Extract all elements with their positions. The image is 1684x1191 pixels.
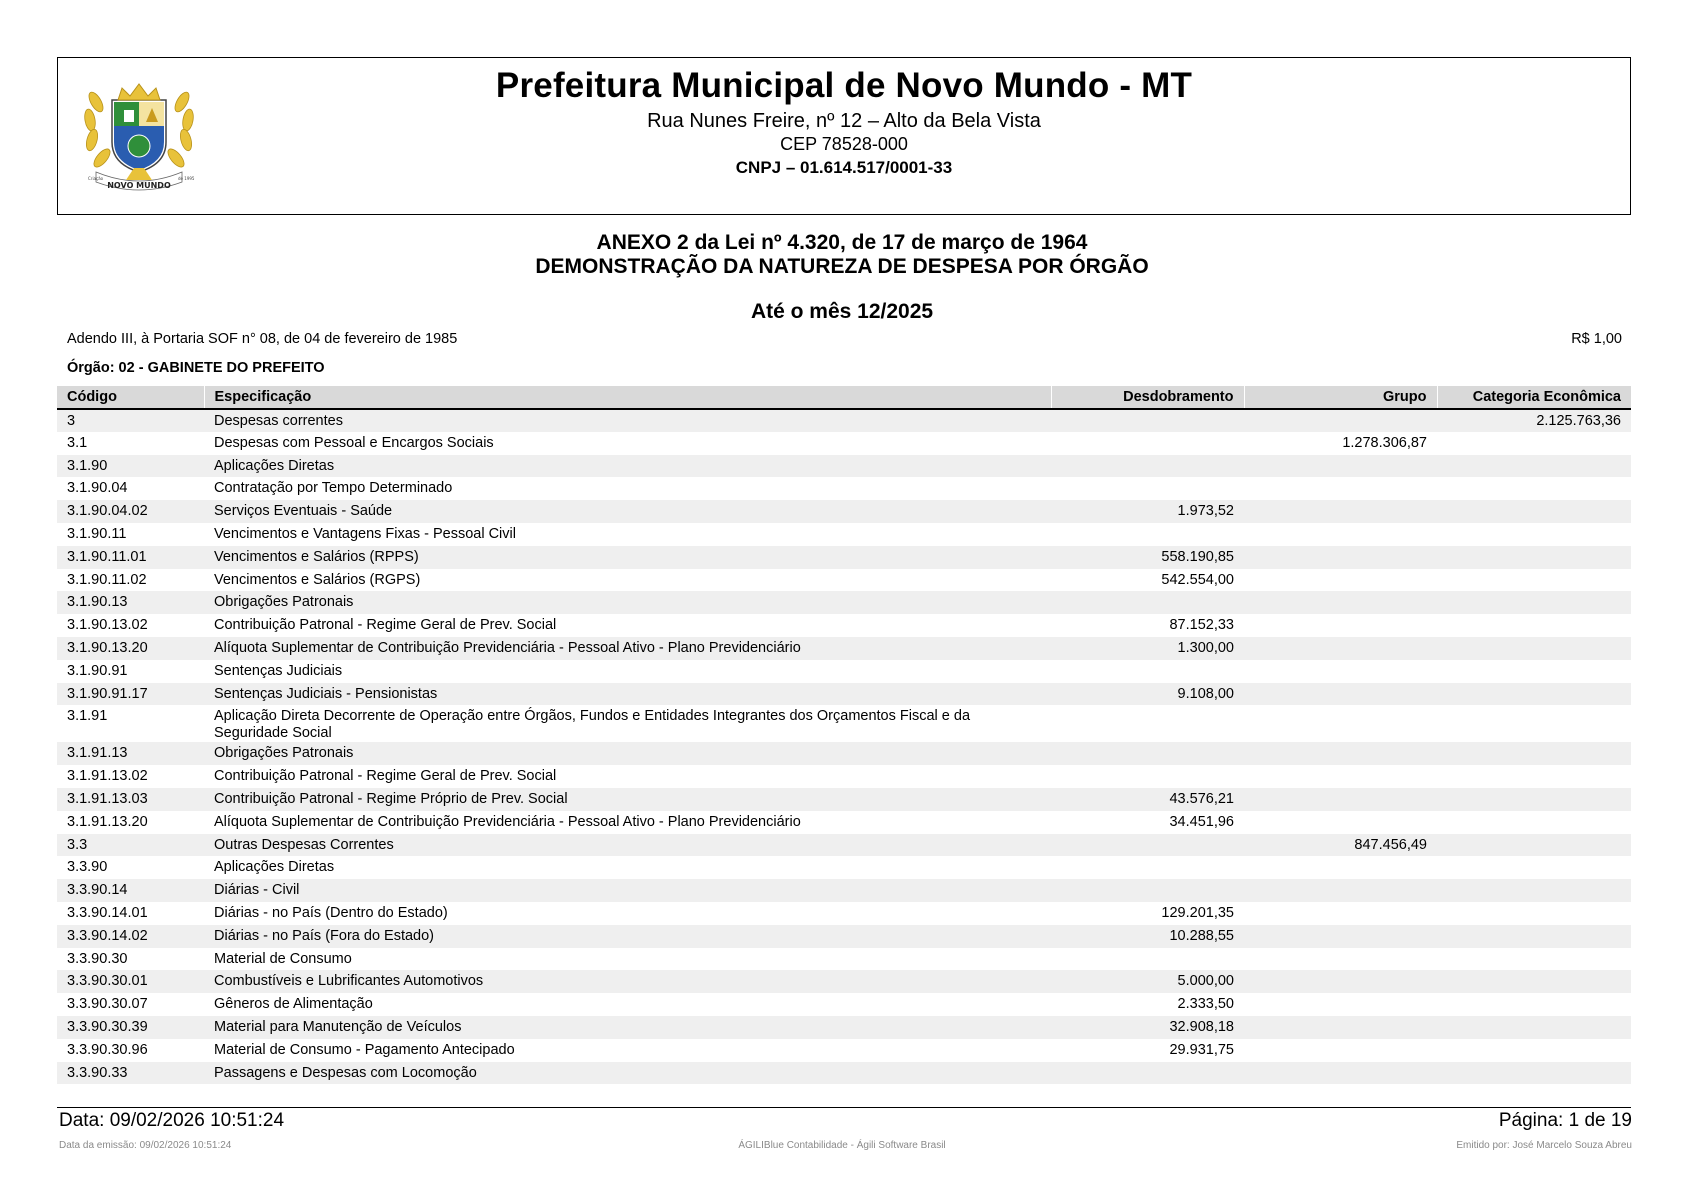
cell-especificacao: Alíquota Suplementar de Contribuição Previdenciária - Pessoal Ativo - Plano Previdenciário bbox=[204, 637, 1051, 660]
column-header-grupo: Grupo bbox=[1244, 386, 1437, 409]
table-row bbox=[57, 683, 1631, 706]
table-row bbox=[57, 948, 1631, 971]
table-body bbox=[57, 409, 1631, 1084]
table-row bbox=[57, 1039, 1631, 1062]
svg-text:de 1995: de 1995 bbox=[178, 176, 195, 181]
cell-grupo bbox=[1244, 477, 1437, 500]
cell-especificacao: Aplicações Diretas bbox=[204, 455, 1051, 478]
cell-grupo bbox=[1244, 788, 1437, 811]
cell-codigo: 3.1.91.13.03 bbox=[57, 788, 204, 811]
cell-desdobramento: 10.288,55 bbox=[1051, 925, 1244, 948]
cell-codigo: 3.1.90.13 bbox=[57, 591, 204, 614]
cell-especificacao: Sentenças Judiciais bbox=[214, 662, 343, 679]
cell-categoria bbox=[1437, 477, 1631, 500]
report-period: Até o mês 12/2025 bbox=[750, 300, 934, 323]
column-header-categoria: Categoria Econômica bbox=[1437, 386, 1631, 409]
cell-grupo bbox=[1244, 879, 1437, 902]
cell-especificacao: Outras Despesas Correntes bbox=[204, 834, 1051, 857]
table-row bbox=[57, 523, 1631, 546]
report-title-law: ANEXO 2 da Lei nº 4.320, de 17 de março de 1964 bbox=[596, 231, 1088, 254]
cell-especificacao: Serviços Eventuais - Saúde bbox=[204, 500, 1051, 523]
municipality-name: Prefeitura Municipal de Novo Mundo - MT bbox=[495, 66, 1193, 105]
cell-codigo: 3.1.91 bbox=[67, 708, 108, 725]
cell-especificacao: Material para Manutenção de Veículos bbox=[204, 1016, 1051, 1039]
table-row bbox=[57, 569, 1631, 592]
software-credit: ÁGILIBlue Contabilidade - Ágili Software Brasil bbox=[738, 1140, 946, 1151]
cell-desdobramento bbox=[1051, 409, 1244, 432]
cell-especificacao: Sentenças Judiciais - Pensionistas bbox=[204, 683, 1051, 706]
cell-codigo: 3 bbox=[57, 409, 204, 432]
column-header-especificacao: Especificação bbox=[204, 386, 1051, 409]
cell-categoria bbox=[1437, 637, 1631, 660]
table-row bbox=[57, 1062, 1631, 1085]
cell-categoria bbox=[1437, 811, 1631, 834]
cell-categoria bbox=[1437, 523, 1631, 546]
cell-especificacao: Material de Consumo - Pagamento Antecipado bbox=[214, 1041, 515, 1058]
cell-desdobramento bbox=[1051, 879, 1244, 902]
cell-desdobramento: 558.190,85 bbox=[1051, 546, 1244, 569]
table-row bbox=[57, 811, 1631, 834]
column-header-codigo: Código bbox=[57, 386, 204, 409]
cell-categoria bbox=[1437, 993, 1631, 1016]
cell-desdobramento bbox=[1051, 834, 1244, 857]
cell-grupo bbox=[1244, 925, 1437, 948]
cell-desdobramento bbox=[1051, 705, 1244, 742]
cell-categoria bbox=[1437, 1039, 1631, 1062]
cell-especificacao: Despesas correntes bbox=[204, 409, 1051, 432]
cell-desdobramento bbox=[1051, 765, 1244, 788]
emission-date: Data da emissão: 09/02/2026 10:51:24 bbox=[59, 1140, 232, 1151]
cell-categoria bbox=[1437, 683, 1631, 706]
letterhead bbox=[57, 57, 1631, 215]
cell-desdobramento bbox=[1051, 660, 1244, 683]
cell-desdobramento: 129.201,35 bbox=[1161, 904, 1234, 921]
table-row bbox=[57, 902, 1631, 925]
cell-especificacao: Diárias - no País (Dentro do Estado) bbox=[214, 904, 448, 921]
table-header-row bbox=[57, 386, 1631, 409]
cell-grupo bbox=[1244, 660, 1437, 683]
cell-codigo: 3.3.90 bbox=[67, 859, 108, 876]
table-row bbox=[57, 477, 1631, 500]
cell-codigo: 3.1.90.13.02 bbox=[67, 617, 148, 634]
cell-grupo bbox=[1244, 455, 1437, 478]
table-row bbox=[57, 925, 1631, 948]
cell-desdobramento bbox=[1051, 742, 1244, 765]
cell-especificacao: Aplicações Diretas bbox=[214, 859, 335, 876]
cell-especificacao: Contribuição Patronal - Regime Próprio de Prev. Social bbox=[204, 788, 1051, 811]
table-row bbox=[57, 970, 1631, 993]
cell-grupo bbox=[1244, 902, 1437, 925]
cell-codigo: 3.3.90.30 bbox=[67, 950, 128, 967]
cell-grupo bbox=[1244, 811, 1437, 834]
cell-grupo: 1.278.306,87 bbox=[1342, 434, 1427, 451]
cell-grupo bbox=[1244, 765, 1437, 788]
cell-categoria: 2.125.763,36 bbox=[1437, 409, 1631, 432]
cell-grupo bbox=[1244, 523, 1437, 546]
cell-codigo: 3.1 bbox=[67, 434, 88, 451]
footer-date: Data: 09/02/2026 10:51:24 bbox=[59, 1110, 285, 1131]
cell-codigo: 3.1.90.11 bbox=[67, 525, 127, 542]
cell-especificacao: Contribuição Patronal - Regime Geral de Prev. Social bbox=[214, 768, 557, 785]
cell-categoria bbox=[1437, 591, 1631, 614]
expense-table bbox=[57, 386, 1631, 1084]
cell-grupo bbox=[1244, 1039, 1437, 1062]
cell-categoria bbox=[1437, 765, 1631, 788]
cell-categoria bbox=[1437, 834, 1631, 857]
cell-codigo: 3.1.90.11.02 bbox=[67, 571, 147, 588]
cell-categoria bbox=[1437, 614, 1631, 637]
cell-grupo bbox=[1244, 1016, 1437, 1039]
cell-desdobramento bbox=[1051, 856, 1244, 879]
table-row bbox=[57, 993, 1631, 1016]
cell-especificacao: Combustíveis e Lubrificantes Automotivos bbox=[204, 970, 1051, 993]
cell-categoria bbox=[1437, 500, 1631, 523]
cell-desdobramento: 34.451,96 bbox=[1169, 813, 1234, 830]
table-row bbox=[57, 591, 1631, 614]
cell-grupo bbox=[1244, 637, 1437, 660]
table-row bbox=[57, 742, 1631, 765]
table-row bbox=[57, 788, 1631, 811]
cell-categoria bbox=[1437, 705, 1631, 742]
cell-codigo: 3.1.90 bbox=[57, 455, 204, 478]
cell-desdobramento bbox=[1051, 432, 1244, 455]
cell-desdobramento: 32.908,18 bbox=[1051, 1016, 1244, 1039]
cell-codigo: 3.3.90.14 bbox=[57, 879, 204, 902]
cell-especificacao: Contribuição Patronal - Regime Geral de Prev. Social bbox=[214, 617, 557, 634]
cell-codigo: 3.1.90.91 bbox=[67, 662, 128, 679]
cell-grupo bbox=[1244, 614, 1437, 637]
cell-categoria bbox=[1437, 879, 1631, 902]
cell-grupo bbox=[1244, 500, 1437, 523]
cell-grupo bbox=[1244, 948, 1437, 971]
table-row bbox=[57, 765, 1631, 788]
cell-desdobramento bbox=[1051, 477, 1244, 500]
cell-categoria bbox=[1437, 788, 1631, 811]
cell-especificacao: Aplicação Direta Decorrente de Operação entre Órgãos, Fundos e Entidades Integrantes dos Orçamentos Fiscal e da Seguridade Social bbox=[214, 708, 971, 742]
cell-especificacao: Alíquota Suplementar de Contribuição Previdenciária - Pessoal Ativo - Plano Previdenciário bbox=[214, 813, 801, 830]
cell-desdobramento bbox=[1051, 455, 1244, 478]
cell-especificacao: Material de Consumo bbox=[214, 950, 352, 967]
cell-desdobramento: 5.000,00 bbox=[1051, 970, 1244, 993]
cell-categoria bbox=[1437, 856, 1631, 879]
cell-especificacao: Vencimentos e Salários (RGPS) bbox=[214, 571, 421, 588]
cell-codigo: 3.3 bbox=[57, 834, 204, 857]
cell-categoria bbox=[1437, 970, 1631, 993]
cell-desdobramento bbox=[1051, 523, 1244, 546]
cell-grupo bbox=[1244, 993, 1437, 1016]
cell-desdobramento: 29.931,75 bbox=[1169, 1041, 1234, 1058]
cell-codigo: 3.1.90.04 bbox=[67, 480, 128, 497]
cell-grupo bbox=[1244, 569, 1437, 592]
adendo-reference: Adendo III, à Portaria SOF n° 08, de 04 de fevereiro de 1985 bbox=[67, 331, 458, 347]
cell-categoria bbox=[1437, 1062, 1631, 1085]
cell-grupo bbox=[1244, 742, 1437, 765]
cell-codigo: 3.1.90.91.17 bbox=[57, 683, 204, 706]
cell-codigo: 3.1.90.04.02 bbox=[57, 500, 204, 523]
cell-grupo bbox=[1244, 856, 1437, 879]
table-row bbox=[57, 637, 1631, 660]
address: Rua Nunes Freire, nº 12 – Alto da Bela Vista bbox=[647, 110, 1041, 132]
currency-unit: R$ 1,00 bbox=[1571, 331, 1622, 347]
table-row bbox=[57, 705, 1631, 742]
cell-desdobramento: 542.554,00 bbox=[1161, 571, 1234, 588]
report-title: DEMONSTRAÇÃO DA NATUREZA DE DESPESA POR ÓRGÃO bbox=[535, 255, 1149, 278]
cell-categoria bbox=[1437, 948, 1631, 971]
cell-codigo: 3.1.90.13.20 bbox=[57, 637, 204, 660]
cell-desdobramento bbox=[1051, 1062, 1244, 1085]
table-row bbox=[57, 500, 1631, 523]
table-row bbox=[57, 409, 1631, 432]
cell-especificacao: Gêneros de Alimentação bbox=[214, 996, 373, 1013]
table-row bbox=[57, 432, 1631, 455]
cell-codigo: 3.3.90.14.01 bbox=[67, 904, 148, 921]
postal-code: CEP 78528-000 bbox=[780, 134, 908, 154]
cell-codigo: 3.1.91.13.20 bbox=[67, 813, 148, 830]
cell-especificacao: Diárias - no País (Fora do Estado) bbox=[204, 925, 1051, 948]
cell-grupo bbox=[1244, 591, 1437, 614]
cell-grupo bbox=[1244, 970, 1437, 993]
table-row bbox=[57, 455, 1631, 478]
cell-codigo: 3.1.91.13.02 bbox=[67, 768, 148, 785]
cell-especificacao: Contratação por Tempo Determinado bbox=[214, 480, 453, 497]
cell-codigo: 3.1.90.11.01 bbox=[57, 546, 204, 569]
cell-especificacao: Despesas com Pessoal e Encargos Sociais bbox=[214, 434, 494, 451]
table-row bbox=[57, 546, 1631, 569]
table-row bbox=[57, 856, 1631, 879]
svg-text:Criação: Criação bbox=[88, 176, 104, 181]
cell-especificacao: Passagens e Despesas com Locomoção bbox=[204, 1062, 1051, 1085]
cell-codigo: 3.3.90.33 bbox=[57, 1062, 204, 1085]
table-row bbox=[57, 660, 1631, 683]
cell-grupo bbox=[1244, 705, 1437, 742]
table-row bbox=[57, 834, 1631, 857]
table-row bbox=[57, 1016, 1631, 1039]
table-row bbox=[57, 879, 1631, 902]
cell-codigo: 3.3.90.30.01 bbox=[57, 970, 204, 993]
cell-desdobramento bbox=[1051, 591, 1244, 614]
cell-categoria bbox=[1437, 432, 1631, 455]
cell-desdobramento: 1.300,00 bbox=[1051, 637, 1244, 660]
cell-codigo: 3.1.91.13 bbox=[57, 742, 204, 765]
cell-codigo: 3.3.90.14.02 bbox=[57, 925, 204, 948]
cell-grupo bbox=[1244, 683, 1437, 706]
cell-desdobramento bbox=[1051, 948, 1244, 971]
cell-grupo: 847.456,49 bbox=[1244, 834, 1437, 857]
cell-categoria bbox=[1437, 742, 1631, 765]
cell-codigo: 3.3.90.30.96 bbox=[67, 1041, 148, 1058]
cell-categoria bbox=[1437, 925, 1631, 948]
cell-categoria bbox=[1437, 569, 1631, 592]
cell-categoria bbox=[1437, 660, 1631, 683]
cell-especificacao: Obrigações Patronais bbox=[204, 742, 1051, 765]
cell-especificacao: Diárias - Civil bbox=[204, 879, 1051, 902]
cell-categoria bbox=[1437, 455, 1631, 478]
cell-especificacao: Vencimentos e Vantagens Fixas - Pessoal Civil bbox=[214, 525, 516, 542]
cell-especificacao: Obrigações Patronais bbox=[204, 591, 1051, 614]
cell-codigo: 3.3.90.30.07 bbox=[67, 996, 148, 1013]
orgao-label: Órgão: 02 - GABINETE DO PREFEITO bbox=[67, 360, 325, 376]
cell-especificacao: Vencimentos e Salários (RPPS) bbox=[204, 546, 1051, 569]
cell-desdobramento: 43.576,21 bbox=[1051, 788, 1244, 811]
svg-text:NOVO MUNDO: NOVO MUNDO bbox=[107, 181, 171, 190]
cell-categoria bbox=[1437, 902, 1631, 925]
cell-categoria bbox=[1437, 546, 1631, 569]
table-row bbox=[57, 614, 1631, 637]
issued-by: Emitido por: José Marcelo Souza Abreu bbox=[1456, 1140, 1632, 1151]
cell-desdobramento: 87.152,33 bbox=[1169, 617, 1234, 634]
cell-grupo bbox=[1244, 1062, 1437, 1085]
cell-codigo: 3.3.90.30.39 bbox=[57, 1016, 204, 1039]
cell-desdobramento: 1.973,52 bbox=[1051, 500, 1244, 523]
column-header-desdobramento: Desdobramento bbox=[1051, 386, 1244, 409]
page-number: Página: 1 de 19 bbox=[1498, 1110, 1632, 1131]
cell-grupo bbox=[1244, 409, 1437, 432]
cnpj: CNPJ – 01.614.517/0001-33 bbox=[735, 158, 953, 177]
cell-grupo bbox=[1244, 546, 1437, 569]
cell-desdobramento: 9.108,00 bbox=[1051, 683, 1244, 706]
footer-divider bbox=[57, 1107, 1631, 1108]
cell-desdobramento: 2.333,50 bbox=[1177, 996, 1234, 1013]
cell-categoria bbox=[1437, 1016, 1631, 1039]
